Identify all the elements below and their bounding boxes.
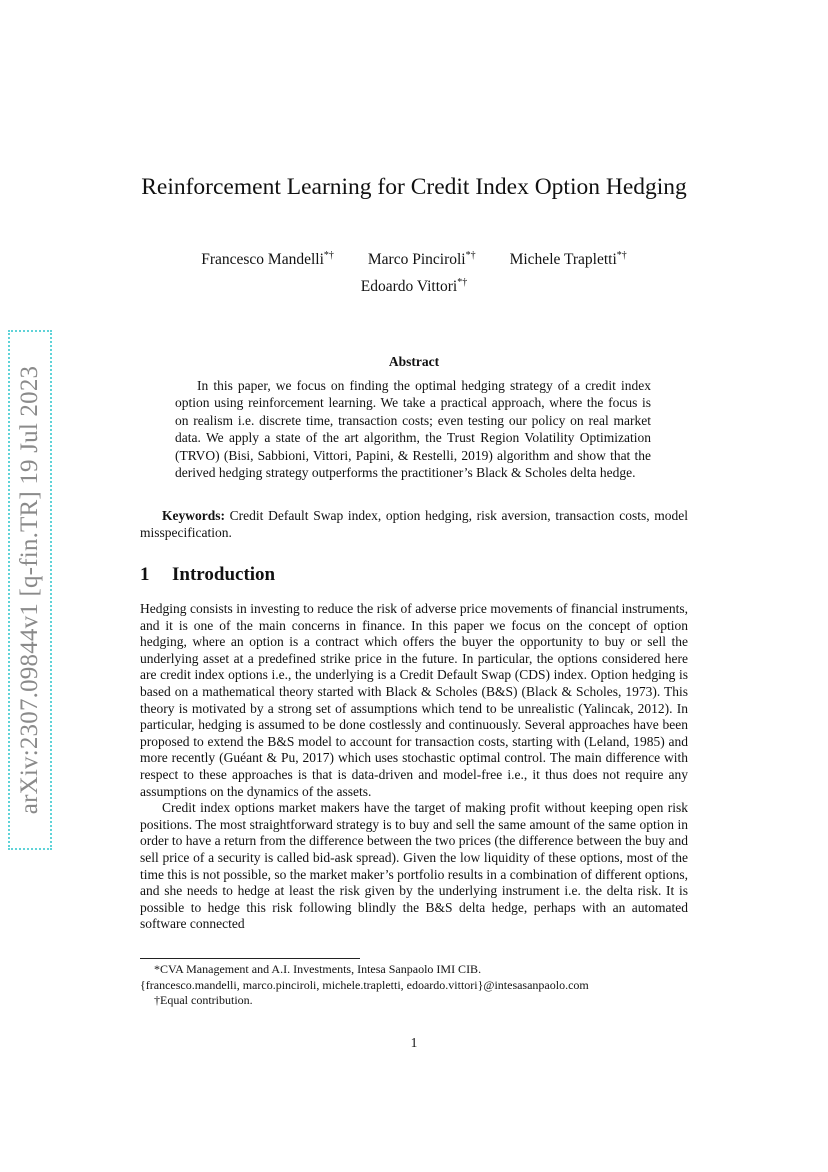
footnote-emails: {francesco.mandelli, marco.pinciroli, michele.trapletti, edoardo.vittori}@intesasanpaolo.com	[140, 977, 589, 992]
footnote-equal-contribution: †Equal contribution.	[154, 993, 253, 1007]
arxiv-identifier-stamp	[8, 330, 52, 850]
abstract-text: In this paper, we focus on finding the optimal hedging strategy of a credit index option using reinforcement learning. We take a practical approach, where the focus is on realism i.e. discrete time, transaction costs; even testing our policy on real market data. We apply a state of the art algorithm, the Trust Region Volatility Optimization (TRVO) (Bisi, Sabbioni, Vittori, Papini, & Restelli, 2019) algorithm and show that the derived hedging strategy outperforms the practitioner’s Black & Scholes delta hedge.	[175, 378, 651, 481]
footnote-rule	[140, 958, 360, 959]
section-title: Introduction	[172, 564, 276, 585]
paragraph-1: Hedging consists in investing to reduce the risk of adverse price movements of financial instruments, and it is one of the main concerns in finance. In this paper we focus on the concept of option hedging, where an option is a contract which offers the buyer the opportunity to buy or sell the underlying asset at a predefined strike price in the future. In particular, the options considered here are credit index options i.e., the underlying is a Credit Default Swap (CDS) index. Option hedging is based on a mathematical theory started with Black & Scholes (B&S) (Black & Scholes, 1973). This theory is motivated by a strong set of assumptions which tend to be unrealistic (Yalincak, 2012). In particular, hedging is assumed to be done costlessly and continuously. Several approaches have been proposed to extend the B&S model to account for transaction costs, starting with (Leland, 1985) and more recently (Guéant & Pu, 2017) which uses stochastic optimal control. The main difference with respect to these approaches is that is data-driven and model-free i.e., it thus does not require any assumptions on the dynamics of the assets.	[140, 601, 688, 799]
paragraph-2: Credit index options market makers have the target of making profit without keeping open risk positions. The most straightforward strategy is to buy and sell the same amount of the same option in order to have a return from the difference between the two prices (the difference between the buy and sell price of a security is called bid-ask spread). Given the low liquidity of these options, most of the time this is not possible, so the market maker’s portfolio results in a combination of different options, and she needs to hedge at least the risk given by the underlying instrument i.e. the delta risk. It is possible to hedge this risk following blindly the B&S delta hedge, perhaps with an automated software connected	[140, 800, 688, 932]
abstract-heading: Abstract	[388, 354, 440, 369]
author-list	[140, 250, 688, 304]
introduction-body	[140, 601, 688, 933]
paper-title: Reinforcement Learning for Credit Index Option Hedging	[141, 174, 687, 200]
author-3: Michele Trapletti*†	[509, 250, 627, 269]
section-number: 1	[140, 564, 150, 585]
keywords-text: Credit Default Swap index, option hedging, risk aversion, transaction costs, model misspecification.	[140, 508, 688, 541]
keywords-label: Keywords:	[162, 508, 225, 523]
author-4: Edoardo Vittori*†	[360, 277, 468, 296]
author-2: Marco Pinciroli*†	[367, 250, 476, 269]
author-1: Francesco Mandelli*†	[201, 250, 334, 269]
footnote-affiliation: *CVA Management and A.I. Investments, Intesa Sanpaolo IMI CIB.	[154, 962, 482, 976]
page-number: 1	[410, 1035, 418, 1050]
arxiv-identifier-text: arXiv:2307.09844v1 [q-fin.TR] 19 Jul 2023	[16, 365, 43, 815]
section-heading	[140, 564, 275, 586]
footnotes	[140, 962, 700, 1009]
keywords	[140, 507, 688, 542]
